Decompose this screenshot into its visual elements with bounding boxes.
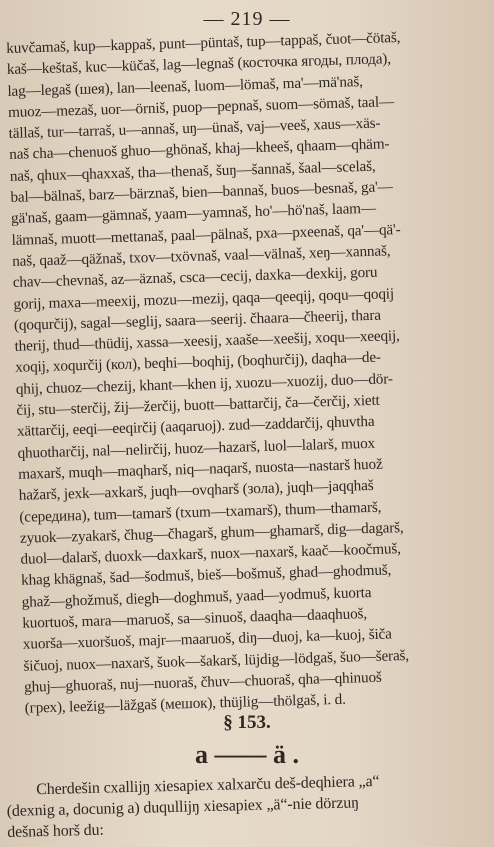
text-line: (середина), tum—tamarš (txum—txamarš), thum—thamarš, (19, 498, 382, 526)
text-line: qhij, chuoz—chezij, khant—khen ij, xuozu—xuozij, duo—dör- (15, 370, 393, 398)
text-line: čij, stu—sterčij, žij—žerčij, buott—battarčij, ča—čerčij, xiett (16, 391, 380, 419)
section-paragraph (6, 768, 491, 843)
text-line: Cherdešin cxallijŋ xiesapiex xalxarču deš-deqhiera „a“ (36, 772, 380, 799)
text-line: kuvčamaš, kup—kappaš, punt—püntaš, tup—tappaš, čuot—čötaš, (6, 28, 401, 57)
text-line: duol—dalarš, duoxk—daxkarš, nuox—naxarš, kaač—koočmuš, (20, 540, 402, 568)
text-line: naš, qhux—qhaxxaš, tha—thenaš, šuŋ—šannaš, šaal—scelaš, (9, 157, 376, 185)
text-line: khag khägnaš, šad—šodmuš, bieš—bošmuš, ghad—ghodmuš, (20, 561, 392, 590)
text-line: (qoqurčij), sagal—seglij, saara—seerij. čhaara—čheerij, thara (13, 306, 382, 334)
text-line: chav—chevnaš, az—äznaš, csca—cecij, daxka—dexkij, goru (12, 263, 378, 292)
text-line: muoz—mezaš, uor—örniš, puop—pepnaš, suom—sömaš, taal— (7, 93, 395, 121)
text-line: (dexnig a, docunig a) duqullijŋ xiesapiex „ä“-nie dörzuŋ (6, 794, 360, 820)
section-heading: a —— ä . (195, 740, 299, 769)
page-number: — 219 — (203, 8, 291, 30)
text-line: kuortuoš, mara—maruoš, sa—sinuoš, daaqha—daaqhuoš, (22, 605, 368, 632)
text-line: maxarš, muqh—maqharš, niq—naqarš, nuosta—nastarš huož (17, 455, 383, 483)
text-line: gä'naš, gaam—gämnaš, yaam—yamnaš, ho'—hö'naš, laam— (10, 200, 377, 228)
text-line: qhuotharčij, nal—nelirčij, huoz—hazarš, luol—lalarš, muox (17, 434, 376, 462)
text-line: ghuj—ghuoraš, nuj—nuoraš, čhuv—chuoraš, qha—qhinuoš (23, 668, 382, 696)
text-line: dešnaš horš du: (7, 821, 104, 841)
text-line: xuorša—xuoršuoš, majr—maaruoš, diŋ—duoj, ka—kuoj, šiča (22, 625, 392, 654)
text-line: naš, qaaž—qäžnaš, txov—txövnaš, vaal—välnaš, xeŋ—xannaš, (12, 242, 391, 270)
text-line: (грех), leežig—läžgaš (мешок), thüjlig—thölgaš, i. d. (24, 690, 346, 717)
text-line: zyuok—zyakarš, čhug—čhagarš, ghum—ghamarš, dig—dagarš, (19, 518, 404, 547)
text-line: kaš—keštaš, kuc—küčaš, lag—legnaš (косточка ягоды, плода), (6, 50, 392, 79)
text-line: hažarš, jexk—axkarš, juqh—ovqharš (зола), juqh—jaqqhaš (18, 477, 374, 505)
text-line: naš cha—chenuoš ghuo—ghönaš, khaj—kheeš, qhaam—qhäm- (9, 135, 390, 164)
text-line: lag—legaš (шея), lan—leenaš, luom—lömaš, ma'—mä'naš, (7, 72, 364, 100)
text-line: bal—bälnaš, barz—bärznaš, bien—bannaš, buos—besnaš, ga'— (10, 178, 393, 207)
text-line: therij, thud—thüdij, xassa—xeesij, xaaše—xeešij, xoqu—xeeqij, (14, 327, 400, 356)
body-text (6, 24, 494, 719)
text-line: šičuoj, nuox—naxarš, šuok—šakarš, lüjdig—lödgaš, šuo—šeraš, (23, 646, 410, 675)
text-line: gorij, maxa—meexij, mozu—mezij, qaqa—qeeqij, qoqu—qoqij (13, 284, 395, 313)
section-number: § 153. (223, 712, 271, 733)
text-line: xättarčij, eeqi—eeqirčij (aaqaruoj). zud—zaddarčij, qhuvtha (16, 413, 375, 441)
text-line: ghaž—ghožmuš, diegh—doghmuš, yaad—yodmuš, kuorta (21, 583, 372, 611)
text-line: lämnaš, muott—mettanaš, paal—pälnaš, pxa—pxeenaš, qa'—qä'- (11, 220, 401, 249)
text-line: tällaš, tur—tarraš, u—annaš, uŋ—ünaš, vaj—veeš, xaus—xäs- (8, 114, 381, 143)
text-line: xoqij, xoqurčij (кол), beqhi—boqhij, (boqhurčij), daqha—de- (14, 349, 382, 377)
